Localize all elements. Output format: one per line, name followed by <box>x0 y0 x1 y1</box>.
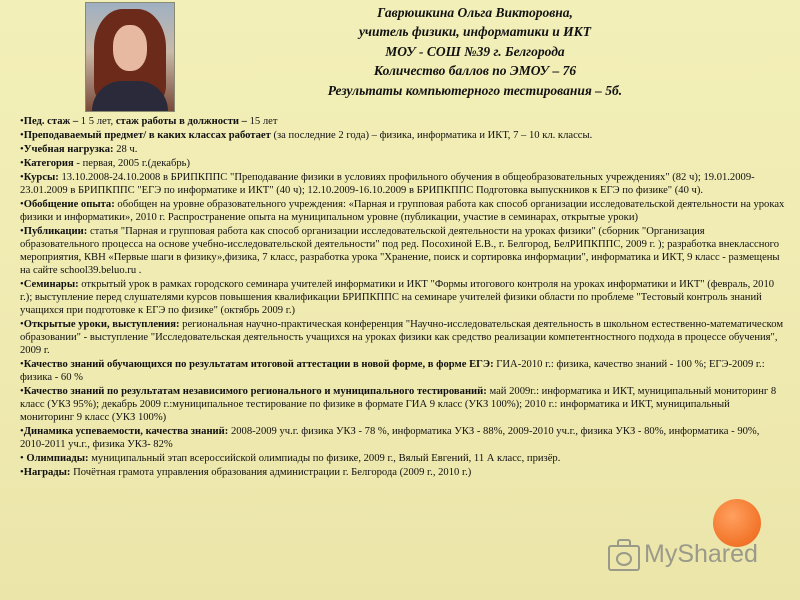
list-item: •Качество знаний по результатам независимого регионального и муниципального тестирований: май 2009г.: информатика и ИКТ, муниципальный мониторинг 8 класс (УКЗ 95%); декабрь 2009 г.:муниципальное тестирование по физике в формате ГИА 9 класс (УКЗ 100%); 2010 г.: информатика и ИКТ, муниципальный мониторинг 9 класс (УКЗ 100%) <box>20 385 777 424</box>
list-item: •Награды: Почётная грамота управления образования администрации г. Белгорода (2009 г., 2010 г.) <box>20 466 472 478</box>
teacher-photo <box>85 2 175 112</box>
list-item: •Публикации: статья "Парная и групповая работа как способ организации исследовательской деятельности на уроках физики" (сборник "Организация образовательного процесса на основе учебно-исследовательской деятельности" под ред. Посохиной Е.В., г. Белгород, БелРИПКППС, 2009 г. ); разработка внеклассного мероприятия, КВН «Первые шаги в физику»,физика, 7 класс, разработка урока "Хранение, поиск и сортировка информации", информатика и ИКТ, 9 класс - размещены на сайте school39.beluo.ru . <box>20 225 780 276</box>
list-item: •Категория - первая, 2005 г.(декабрь) <box>20 157 190 169</box>
watermark-text: MyShared <box>644 539 758 568</box>
score-line: Количество баллов по ЭМОУ – 76 <box>373 63 577 79</box>
list-item: •Семинары: открытый урок в рамках городского семинара учителей информатики и ИКТ "Формы итогового контроля на уроках информатики и ИКТ" (февраль, 2010 г.); выступление перед слушателями курсов повышения квалификации БРИПКППС на семинаре учителей физики области по проблеме "Тестовый контроль знаний учащихся при подготовке к ЕГЭ по физике" (октябрь 2009 г.) <box>20 278 775 316</box>
list-item: •Преподаваемый предмет/ в каких классах работает (за последние 2 года) – физика, информатика и ИКТ, 7 – 10 кл. классы. <box>20 129 593 141</box>
list-item: •Учебная нагрузка: 28 ч. <box>20 143 138 155</box>
school-name: МОУ - СОШ №39 г. Белгорода <box>385 43 565 59</box>
list-item: •Курсы: 13.10.2008-24.10.2008 в БРИПКППС "Преподавание физики в условиях профильного обучения в общеобразовательных учреждениях" (82 ч); 19.01.2009-23.01.2009 в БРИПКППС "ЕГЭ по информатике и ИКТ" (40 ч); 12.10.2009-16.10.2009 в БРИПКППС Подготовка выпускников к ЕГЭ по физике" (40 ч). <box>20 171 755 196</box>
header <box>275 3 675 100</box>
list-item: •Обобщение опыта: обобщен на уровне образовательного учреждения: «Парная и групповая работа как способ организации исследовательской деятельности на уроках физики и информатики», 2010 г. Распространение опыта на муниципальном уровне (публикации, участие в семинарах, открытые уроки) <box>20 198 785 223</box>
teacher-position: учитель физики, информатики и ИКТ <box>358 24 592 40</box>
watermark-logo[interactable] <box>608 537 758 571</box>
list-item: •Открытые уроки, выступления: региональная научно-практическая конференция "Научно-исследовательская деятельность в школьном естественно-математическом образовании" - выступление "Исследовательская деятельность учащихся на уроках физики как средство реализации компетентностного подхода в процессе обучения", 2009 г. <box>20 318 784 356</box>
teacher-name: Гаврюшкина Ольга Викторовна, <box>377 5 573 20</box>
info-list <box>20 115 785 480</box>
test-result-line: Результаты компьютерного тестирования – 5б. <box>327 82 623 98</box>
list-item: •Пед. стаж – 1 5 лет, стаж работы в должности – 15 лет <box>20 116 278 127</box>
list-item: • Олимпиады: муниципальный этап всероссийской олимпиады по физике, 2009 г., Вялый Евгений, 11 А класс, призёр. <box>20 452 561 464</box>
list-item: •Качество знаний обучающихся по результатам итоговой аттестации в новой форме, в форме ЕГЭ: ГИА-2010 г.: физика, качество знаний - 100 %; ЕГЭ-2009 г.: физика - 60 % <box>20 358 765 383</box>
briefcase-icon <box>608 539 640 569</box>
list-item: •Динамика успеваемости, качества знаний: 2008-2009 уч.г. физика УКЗ - 78 %, информатика УКЗ - 88%, 2009-2010 уч.г., физика УКЗ - 80%, информатика - 90%, 2010-2011 уч.г., физика УКЗ- 82% <box>20 425 760 451</box>
